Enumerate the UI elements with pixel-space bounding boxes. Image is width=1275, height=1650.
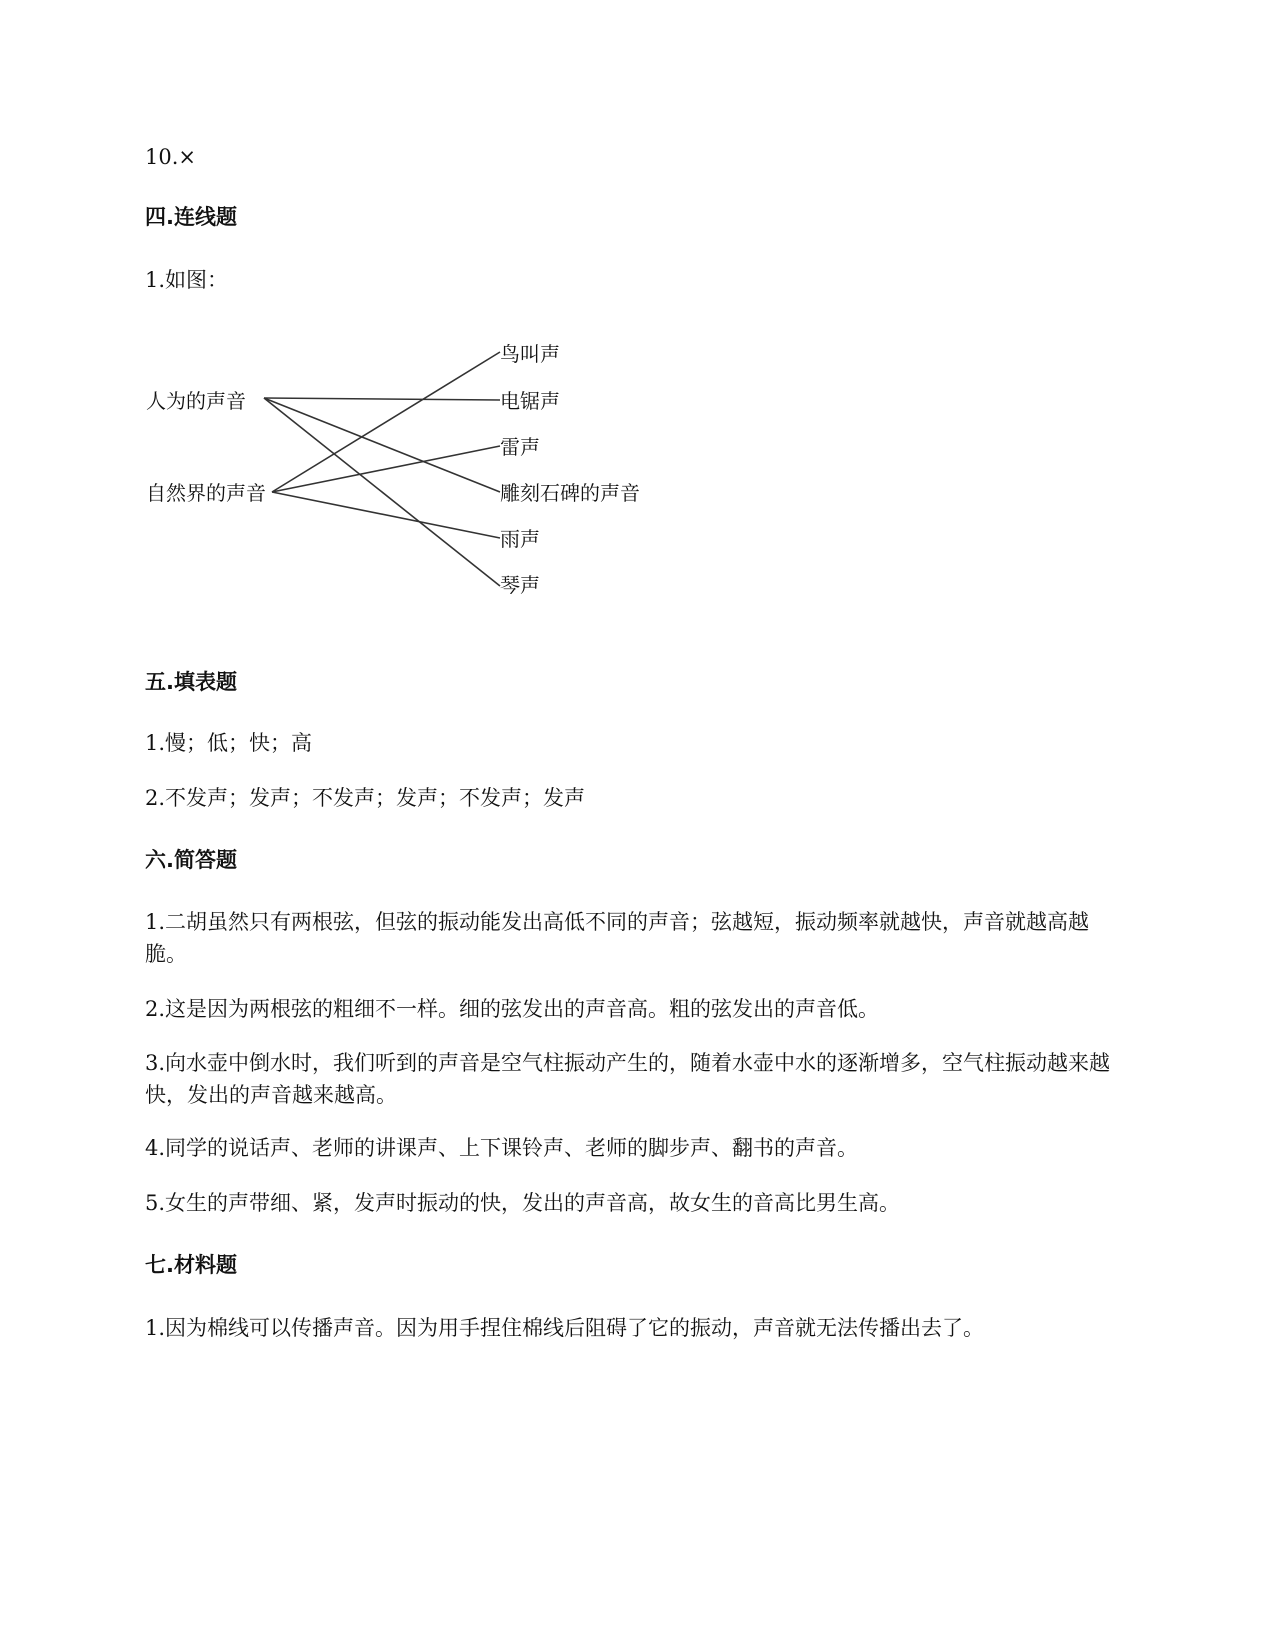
answer-paragraph: 2.这是因为两根弦的粗细不一样。细的弦发出的声音高。粗的弦发出的声音低。 [145, 997, 880, 1021]
connector-line [264, 398, 500, 492]
matching-diagram [140, 330, 680, 610]
connector-line [272, 352, 500, 492]
answer-paragraph: 5.女生的声带细、紧，发声时振动的快，发出的声音高，故女生的音高比男生高。 [145, 1191, 901, 1215]
right-label: 电锯声 [500, 389, 560, 413]
section-heading-material: 七.材料题 [145, 1253, 237, 1277]
section-heading-short-answer: 六.简答题 [145, 848, 237, 872]
section-heading-table: 五.填表题 [145, 670, 237, 694]
section-heading-matching: 四.连线题 [145, 205, 237, 229]
answer-10: 10.× [145, 145, 196, 169]
connector-line [264, 398, 500, 400]
answer-paragraph: 3.向水壶中倒水时，我们听到的声音是空气柱振动产生的，随着水壶中水的逐渐增多，空气柱振动越来越快，发出的声音越来越高。 [145, 1051, 1111, 1107]
answer-line: 1.如图： [145, 268, 229, 292]
connector-line [272, 492, 500, 538]
answer-line: 1.慢；低；快；高 [145, 731, 313, 755]
answer-paragraph: 1.因为棉线可以传播声音。因为用手捏住棉线后阻碍了它的振动，声音就无法传播出去了。 [145, 1316, 985, 1340]
connector-line [272, 446, 500, 492]
left-label: 人为的声音 [146, 389, 246, 413]
connector-line [264, 398, 500, 586]
answer-paragraph: 1.二胡虽然只有两根弦，但弦的振动能发出高低不同的声音；弦越短，振动频率就越快，声音就越高越脆。 [145, 910, 1090, 966]
right-label: 琴声 [500, 573, 540, 597]
right-label: 雷声 [500, 435, 540, 459]
answer-paragraph: 4.同学的说话声、老师的讲课声、上下课铃声、老师的脚步声、翻书的声音。 [145, 1136, 859, 1160]
right-label: 雨声 [500, 527, 540, 551]
right-label: 鸟叫声 [500, 342, 560, 366]
answer-line: 2.不发声；发声；不发声；发声；不发声；发声 [145, 786, 586, 810]
left-label: 自然界的声音 [146, 481, 266, 505]
right-label: 雕刻石碑的声音 [500, 481, 640, 505]
